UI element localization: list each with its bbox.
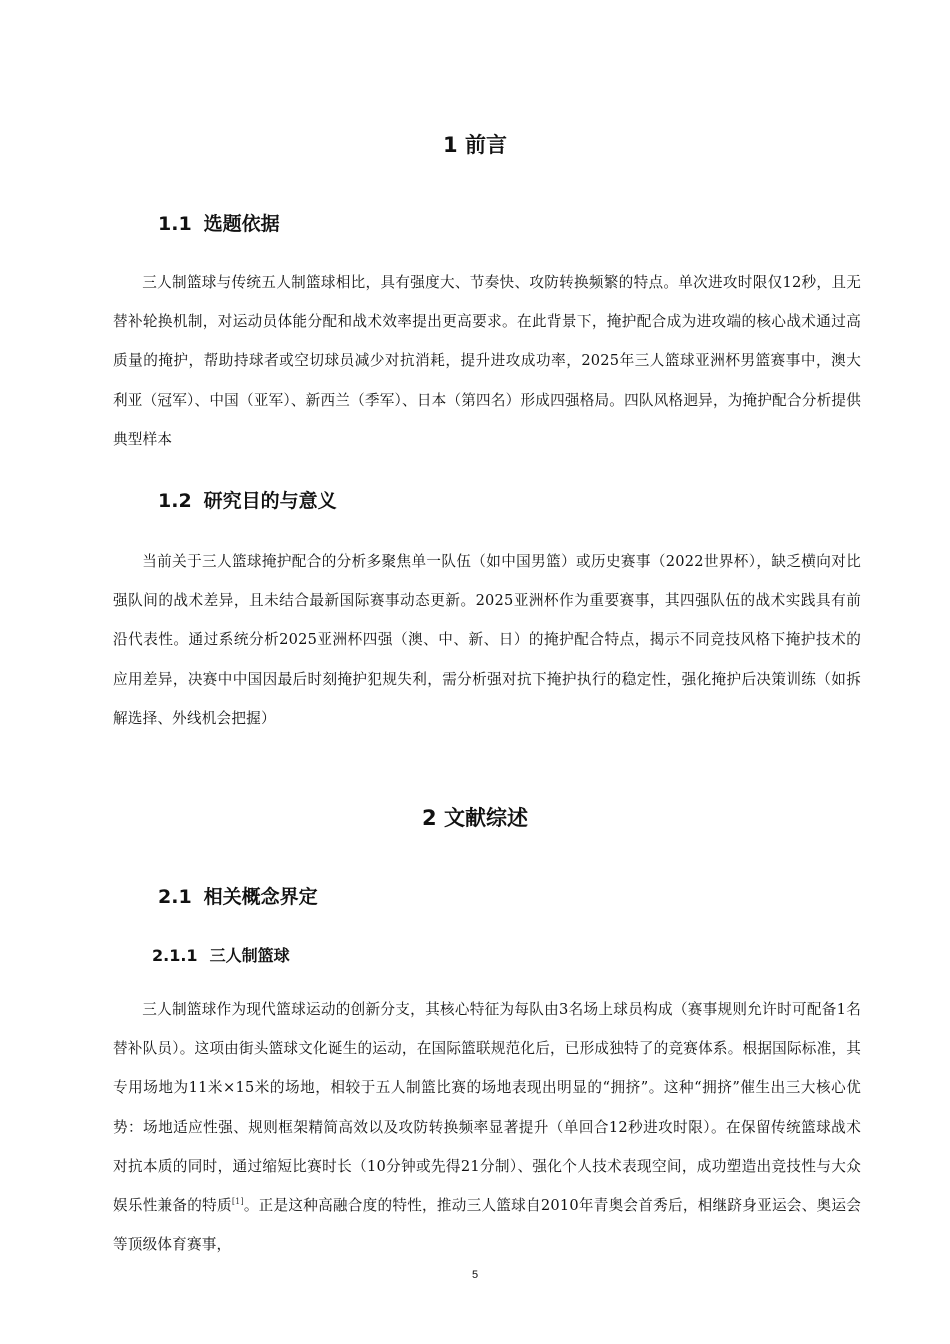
page-number: 5: [471, 1269, 479, 1281]
chapter-heading-1: 1 前言: [443, 133, 507, 157]
paragraph-3x3-basketball: [113, 990, 861, 1264]
section-number: 1.2: [158, 490, 192, 512]
section-title: 研究目的与意义: [203, 490, 337, 512]
chapter-heading-2: 2 文献综述: [422, 806, 528, 830]
section-title: 相关概念界定: [203, 886, 318, 908]
subsection-number: 2.1.1: [152, 946, 198, 965]
paragraph-research-purpose: 当前关于三人篮球掩护配合的分析多聚焦单一队伍（如中国男篮）或历史赛事（2022世界杯），缺乏横向对比强队间的战术差异，且未结合最新国际赛事动态更新。2025亚洲杯作为重要赛事，其四强队伍的战术实践具有前沿代表性。通过系统分析2025亚洲杯四强（澳、中、新、日）的掩护配合特点，揭示不同竞技风格下掩护技术的应用差异，决赛中中国因最后时刻掩护犯规失利，需分析强对抗下掩护执行的稳定性，强化掩护后决策训练（如拆解选择、外线机会把握）: [113, 553, 861, 727]
citation-reference[interactable]: [1]: [231, 1197, 244, 1207]
paragraph-text-continued: 。正是这种高融合度的特性，推动三人篮球自2010年青奥会首秀后，相继跻身亚运会、奥运会等顶级体育赛事，: [113, 1197, 861, 1254]
section-number: 1.1: [158, 213, 192, 235]
subsection-heading-2-1-1: [152, 945, 290, 967]
section-heading-1-2: [158, 488, 337, 514]
section-title: 选题依据: [203, 213, 280, 235]
subsection-title: 三人制篮球: [209, 946, 290, 965]
section-number: 2.1: [158, 886, 192, 908]
paragraph-selection-basis: 三人制篮球与传统五人制篮球相比，具有强度大、节奏快、攻防转换频繁的特点。单次进攻时限仅12秒，且无替补轮换机制，对运动员体能分配和战术效率提出更高要求。在此背景下，掩护配合成为进攻端的核心战术通过高质量的掩护，帮助持球者或空切球员减少对抗消耗，提升进攻成功率，2025年三人篮球亚洲杯男篮赛事中，澳大利亚（冠军）、中国（亚军）、新西兰（季军）、日本（第四名）形成四强格局。四队风格迥异，为掩护配合分析提供典型样本: [113, 274, 861, 448]
section-heading-2-1: [158, 884, 318, 910]
section-heading-1-1: [158, 211, 280, 237]
paragraph-text: 三人制篮球作为现代篮球运动的创新分支，其核心特征为每队由3名场上球员构成（赛事规则允许时可配备1名替补队员）。这项由街头篮球文化诞生的运动，在国际篮联规范化后，已形成独特了的竞赛体系。根据国际标准，其专用场地为11米×15米的场地，相较于五人制篮比赛的场地表现出明显的“拥挤”。这种“拥挤”催生出三大核心优势：场地适应性强、规则框架精简高效以及攻防转换频率显著提升（单回合12秒进攻时限）。在保留传统篮球战术对抗本质的同时，通过缩短比赛时长（10分钟或先得21分制）、强化个人技术表现空间，成功塑造出竞技性与大众娱乐性兼备的特质: [113, 1001, 861, 1215]
